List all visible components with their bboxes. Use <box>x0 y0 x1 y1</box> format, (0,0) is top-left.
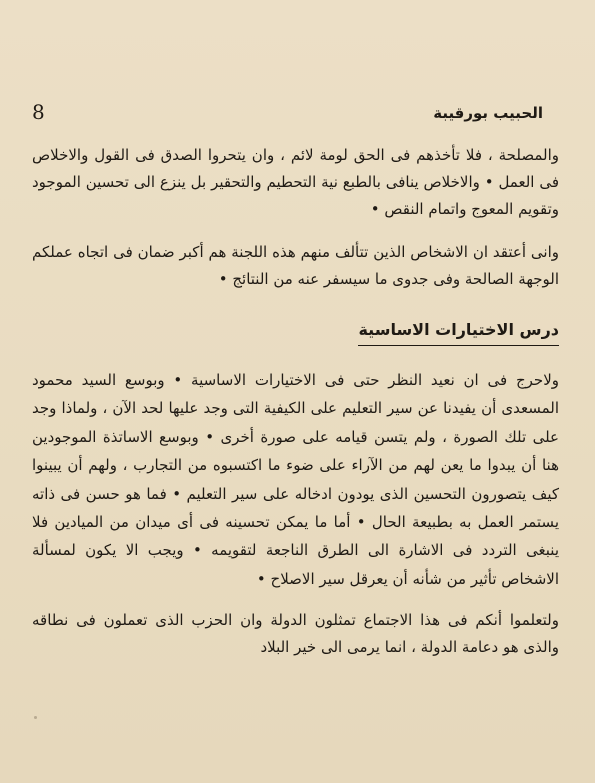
paragraph-4: ولتعلموا أنكم فى هذا الاجتماع تمثلون الدولة وان الحزب الذى تعملون فى نطاقه والذى هو دعامة الدولة ، انما يرمى الى خير البلاد <box>32 611 559 657</box>
paragraph-2: وانى أعتقد ان الاشخاص الذين تتألف منهم هذه اللجنة هم أكبر ضمان فى اتجاه عملكم الوجهة الصالحة وفى جدوى ما سيسفر عنه من النتائج • <box>32 243 559 288</box>
paragraph-3: ولاحرج فى ان نعيد النظر حتى فى الاختيارات الاساسية • وبوسع السيد محمود المسعدى أن يفيدنا عن سير التعليم على الكيفية التى وجد عليها لحد الآن ، ولماذا وجد على تلك الصورة ، ولم يتسن قيامه على صورة أخرى • وبوسع الاساتذة الموجودين هنا أن يبدوا ما يعن لهم من الآراء على ضوء ما اكتسبوه من التجارب ، ولهم أن يبينوا كيف يتصورون التحسين الذى يودون ادخاله على سير التعليم • فما هو حسن فى ذاته يستمر العمل به بطبيعة الحال • أما ما يمكن تحسينه فى أى ميدان من الميادين فلا ينبغى التردد فى الاشارة الى الطرق الناجعة لتقويمه • ويجب الا يكون لمسألة الاشخاص تأثير من شأنه أن يعرقل سير الاصلاح • <box>32 371 559 588</box>
paper-speck <box>34 716 37 719</box>
page-body <box>32 142 559 661</box>
page-number: 8 <box>32 100 45 124</box>
paragraph-1: والمصلحة ، فلا تأخذهم فى الحق لومة لائم ، وان يتحروا الصدق فى القول والاخلاص فى العمل • والاخلاص ينافى بالطبع نية التحطيم والتحقير بل ينزع الى تحسين الموجود وتقويم المعوج واتمام النقص • <box>32 146 559 218</box>
section-title-wrap <box>32 293 559 346</box>
section-title: درس الاختيارات الاساسية <box>358 317 559 346</box>
running-head: الحبيب بورقيبة <box>433 104 543 122</box>
page-header <box>32 100 543 130</box>
